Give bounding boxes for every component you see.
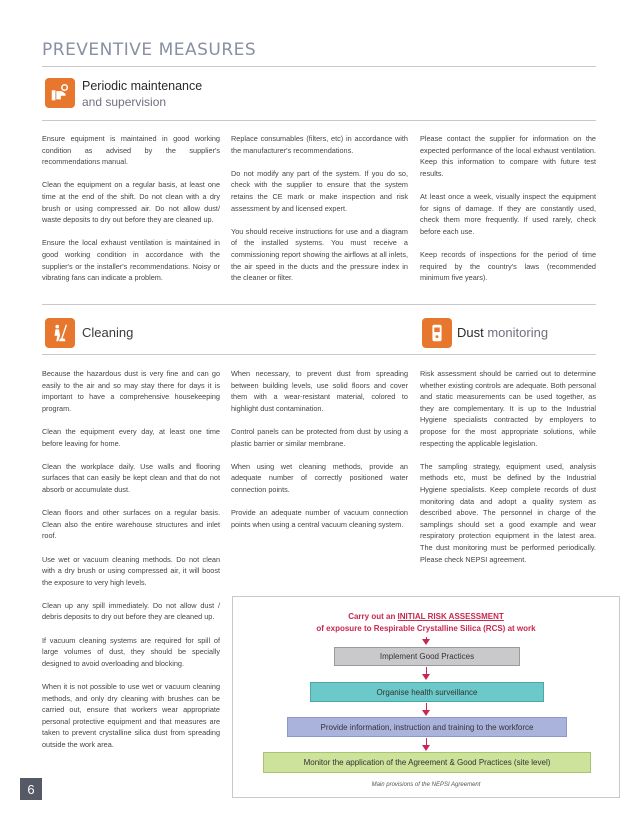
section-divider [42, 304, 596, 305]
maintenance-icon [49, 82, 71, 104]
paragraph: Replace consumables (filters, etc) in accordance with the manufacturer's recommendations. [231, 134, 408, 155]
paragraph: Keep records of inspections for the period of time required by the country's laws (recommended minimum five years). [420, 249, 596, 283]
cleaning-icon [49, 322, 71, 344]
arrow-down-icon [422, 674, 430, 680]
flowchart-header-line2: of exposure to Respirable Crystalline Silica (RCS) at work [316, 624, 536, 633]
dust-title-bold: Dust [457, 325, 484, 340]
paragraph: Clean the equipment on a regular basis, at least one time at the end of the shift. Do not clean with a dry brush or using compressed air. Do not allow dust/ waste deposits to dry out before they are cleaned up. [42, 180, 220, 225]
flow-step-good-practices: Implement Good Practices [334, 647, 520, 666]
cleaning-col2 [231, 368, 408, 542]
flow-step-monitor: Monitor the application of the Agreement & Good Practices (site level) [263, 752, 591, 773]
flow-step-health-surveillance: Organise health surveillance [310, 682, 544, 702]
paragraph: When it is not possible to use wet or vacuum cleaning methods, and only dry cleaning with brushes can be carried out, ensure that workers wear appropriate personal protective equipment and that measures are taken to prevent crystalline silica dust from spreading outside the work area. [42, 682, 220, 749]
title-divider [42, 66, 596, 67]
paragraph: Because the hazardous dust is very fine and can go easily to the air and so may stay there for days it is important to have a comprehensive housekeeping program. [42, 369, 220, 413]
paragraph: Please contact the supplier for information on the expected performance of the local exhaust ventilation. Keep this information to compare with future test results. [420, 134, 596, 178]
paragraph: Clean the equipment every day, at least one time before leaving for home. [42, 426, 220, 448]
cleaning-divider [42, 354, 596, 355]
periodic-divider [42, 120, 596, 121]
monitor-device-icon [426, 322, 448, 344]
page-number: 6 [20, 778, 42, 800]
flow-step-training: Provide information, instruction and training to the workforce [287, 717, 567, 737]
paragraph: Ensure equipment is maintained in good working condition as advised by the supplier's recommendations manual. [42, 134, 220, 167]
paragraph: The sampling strategy, equipment used, analysis methods etc, must be defined by the Industrial Hygiene specialists. Keep complete records of dust monitoring data and adopt a quality system as described above. The personnel in charge of the samplings should set a good example and wear respiratory protection equipment in the latest area. The dust monitoring must be performed periodically. Please check NEPSI agreement. [420, 461, 596, 564]
flowchart-header [233, 611, 619, 635]
paragraph: Clean the workplace daily. Use walls and flooring surfaces that can easily be kept clean and that do not absorb or accumulate dust. [42, 461, 220, 494]
periodic-title-line2: and supervision [82, 95, 167, 109]
flowchart-header-link: INITIAL RISK ASSESSMENT [397, 612, 504, 621]
periodic-col1 [42, 133, 220, 295]
paragraph: Do not modify any part of the system. If you do so, check with the supplier to ensure that the system retains the CE mark or make inspection and risk assessment by and licensed expert. [231, 168, 408, 213]
paragraph: If vacuum cleaning systems are required for spill of large volumes of dust, they should be specially designed to avoid overloading and blocking. [42, 635, 220, 668]
periodic-col3 [420, 133, 596, 295]
paragraph: Provide an adequate number of vacuum connection points when using a central vacuum cleaning system. [231, 508, 408, 529]
flowchart-caption: Main provisions of the NEPSI Agreement [371, 782, 481, 788]
cleaning-icon-box [45, 318, 75, 348]
periodic-col2 [231, 133, 408, 295]
paragraph: Ensure the local exhaust ventilation is maintained in good working condition in accordance with the supplier's or the installer's recommendations. Noisy or vibrating fans can indicate a problem. [42, 238, 220, 283]
cleaning-title: Cleaning [82, 325, 134, 340]
paragraph: Control panels can be protected from dust by using a plastic barrier or similar membrane. [231, 426, 408, 448]
nepsi-flowchart [232, 596, 620, 798]
dust-col3 [420, 368, 596, 577]
paragraph: When necessary, to prevent dust from spreading between building levels, use solid floors and cover them with a wear-resistant material, colored to highlight dust contamination. [231, 369, 408, 413]
paragraph: Use wet or vacuum cleaning methods. Do not clean with a dry brush or using compressed air, it will boost the exposure to very high levels. [42, 554, 220, 587]
arrow-down-icon [422, 639, 430, 645]
arrow-down-icon [422, 745, 430, 751]
dust-title-rest: monitoring [483, 325, 549, 340]
page-title: PREVENTIVE MEASURES [42, 40, 257, 60]
paragraph: Clean floors and other surfaces on a regular basis. Clean also the entire warehouse structures and inlet roof. [42, 508, 220, 541]
flowchart-header-pre: Carry out an [348, 612, 398, 621]
paragraph: Risk assessment should be carried out to determine whether existing controls are adequate. Both personal and static measurements can be used together, as they are complementary. It is up to the Industrial Hygiene specialists contracted by employers to propose for the most appropriate solutions, while respecting the applicable legislation. [420, 369, 596, 448]
periodic-section-title [82, 78, 202, 110]
paragraph: When using wet cleaning methods, provide an adequate number of correctly positioned water connection points. [231, 461, 408, 494]
paragraph: At least once a week, visually inspect the equipment for signs of damage. If they are constantly used, check them more frequently. If used rarely, check before each use. [420, 191, 596, 236]
paragraph: You should receive instructions for use and a diagram of the installed systems. You must receive a commissioning report showing the airflows at all inlets, the air speed in the ducts and the pressure index in the cleaner or filter. [231, 226, 408, 283]
dust-monitoring-title [457, 325, 548, 340]
maintenance-icon-box [45, 78, 75, 108]
cleaning-col1 [42, 368, 220, 762]
paragraph: Clean up any spill immediately. Do not allow dust / debris deposits to dry out before they are cleaned up. [42, 600, 220, 622]
arrow-down-icon [422, 710, 430, 716]
dust-monitoring-icon-box [422, 318, 452, 348]
periodic-title-line1: Periodic maintenance [82, 79, 203, 93]
